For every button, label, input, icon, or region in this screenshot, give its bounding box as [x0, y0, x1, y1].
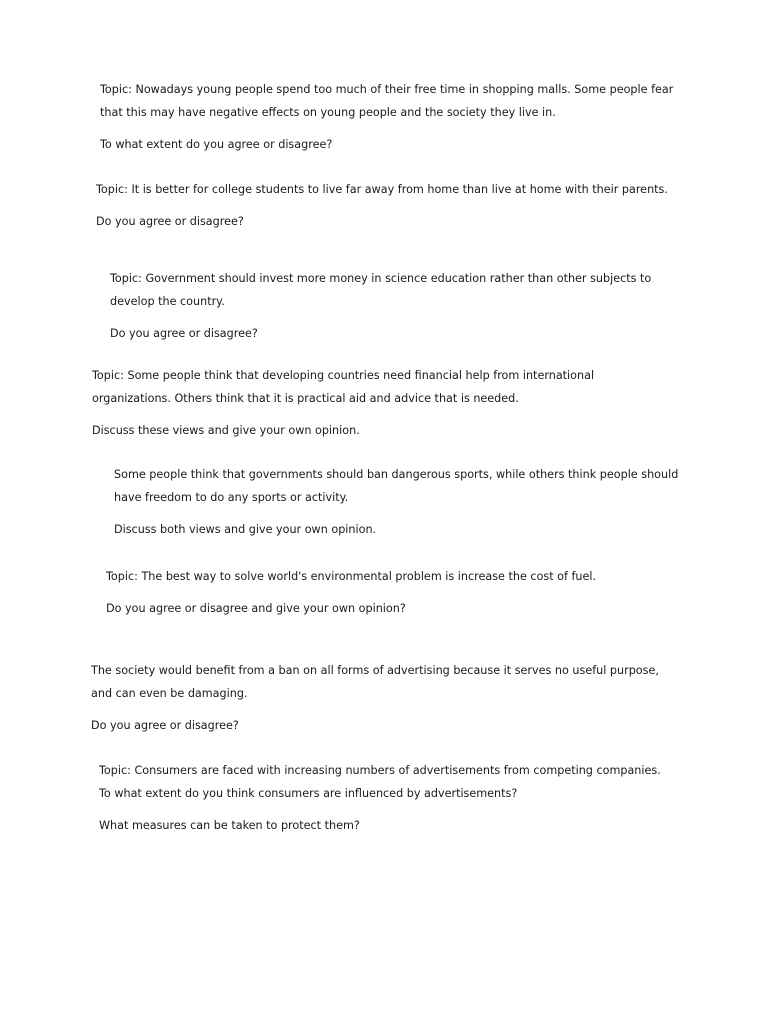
topic-question: Discuss both views and give your own opinion.: [114, 523, 377, 536]
essay-topic-8: [99, 759, 674, 837]
topic-text-line: that this may have negative effects on young people and the society they live in.: [100, 106, 556, 119]
essay-topic-6: [106, 565, 626, 620]
topic-text-line: To what extent do you think consumers are influenced by advertisements?: [99, 787, 518, 800]
essay-topic-3: [110, 267, 667, 345]
topic-question: Do you agree or disagree?: [110, 327, 258, 340]
topic-question: Do you agree or disagree?: [96, 215, 244, 228]
essay-topic-1: [100, 78, 674, 156]
topic-text-line: Topic: Some people think that developing countries need financial help from international: [92, 369, 595, 382]
topic-text-line: Topic: Government should invest more money in science education rather than other subjects to: [110, 272, 652, 285]
topic-question: What measures can be taken to protect them?: [99, 819, 360, 832]
topic-text-line: Topic: The best way to solve world's environmental problem is increase the cost of fuel.: [106, 570, 597, 583]
essay-topic-7: [91, 659, 671, 737]
essay-topic-4: [92, 364, 660, 442]
topic-question: Do you agree or disagree and give your own opinion?: [106, 602, 406, 615]
topic-text-line: and can even be damaging.: [91, 687, 248, 700]
topic-question: Discuss these views and give your own opinion.: [92, 424, 360, 437]
topic-text-line: The society would benefit from a ban on all forms of advertising because it serves no useful purpose,: [91, 664, 659, 677]
topic-text-line: develop the country.: [110, 295, 225, 308]
topic-question: To what extent do you agree or disagree?: [100, 138, 333, 151]
essay-topic-5: [114, 463, 679, 541]
topic-text-line: Topic: Nowadays young people spend too much of their free time in shopping malls. Some people fear: [100, 83, 674, 96]
topic-text-line: Topic: It is better for college students to live far away from home than live at home with their parents.: [96, 183, 668, 196]
topic-question: Do you agree or disagree?: [91, 719, 239, 732]
topic-text-line: Some people think that governments should ban dangerous sports, while others think people should: [114, 468, 679, 481]
topic-text-line: Topic: Consumers are faced with increasing numbers of advertisements from competing companies.: [99, 764, 661, 777]
essay-topic-2: [96, 178, 671, 233]
topic-text-line: have freedom to do any sports or activity.: [114, 491, 349, 504]
topic-text-line: organizations. Others think that it is practical aid and advice that is needed.: [92, 392, 519, 405]
